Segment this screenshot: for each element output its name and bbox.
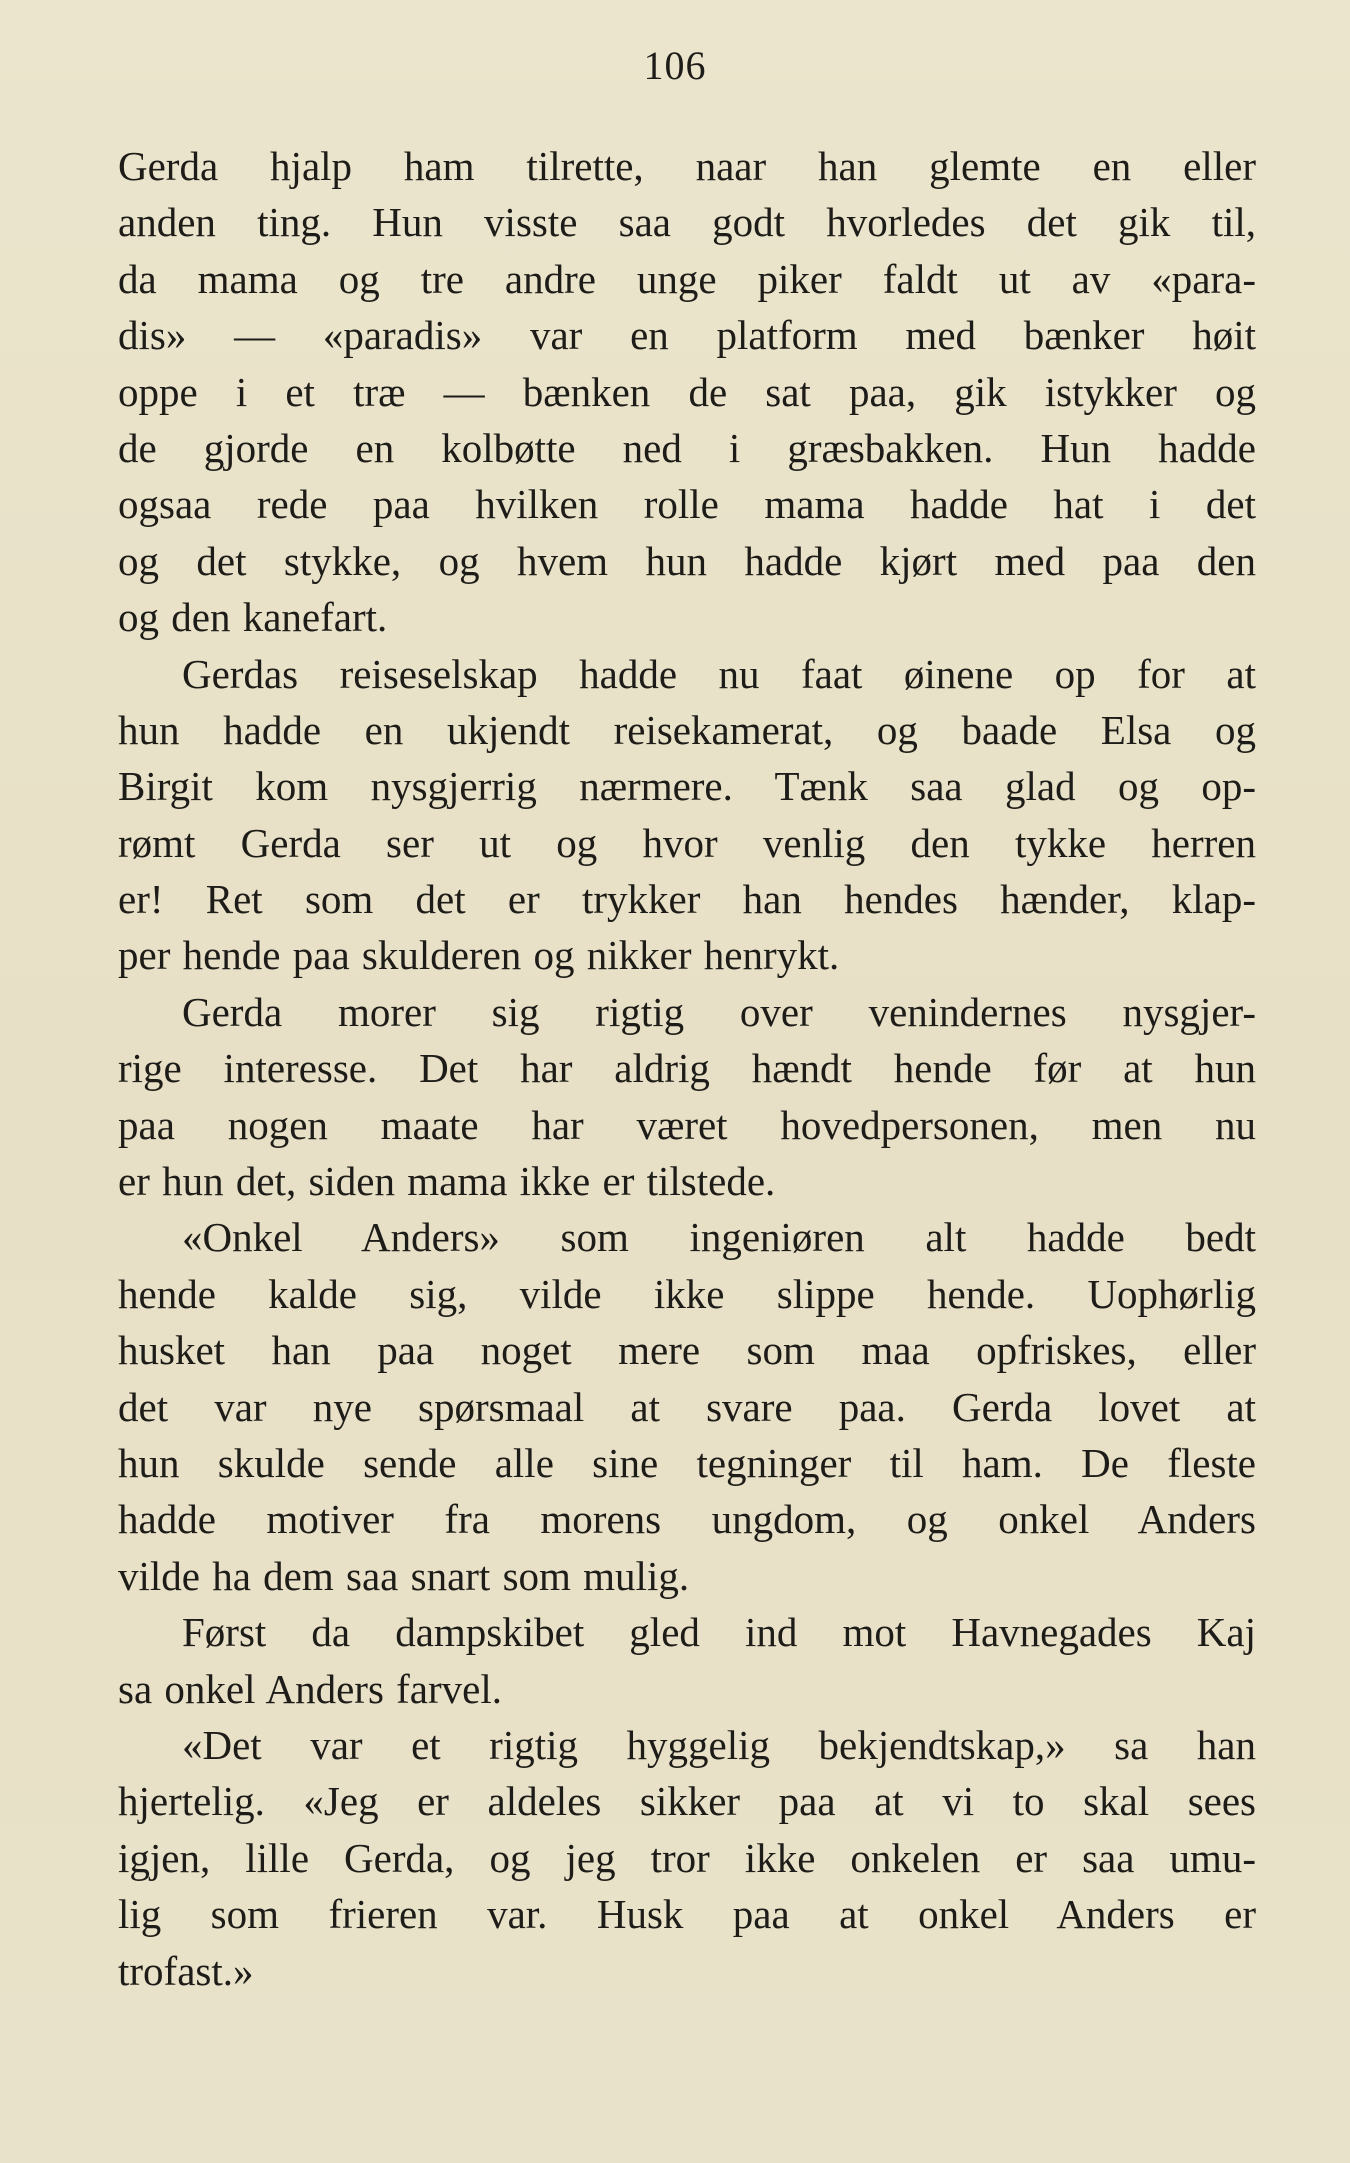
text-line: Gerda hjalp ham tilrette, naar han glemte en eller bbox=[118, 143, 1256, 189]
text-line: hun hadde en ukjendt reisekamerat, og baade Elsa og bbox=[118, 706, 1256, 753]
paragraph bbox=[118, 1604, 1256, 1717]
text-line: oppe i et træ — bænken de sat paa, gik istykker og bbox=[118, 368, 1256, 415]
body-text bbox=[118, 138, 1256, 1999]
text-line: «Det var et rigtig hyggelig bekjendtskap,» sa han bbox=[182, 1721, 1256, 1768]
text-line: rømt Gerda ser ut og hvor venlig den tykke herren bbox=[118, 819, 1256, 866]
text-line: vilde ha dem saa snart som mulig. bbox=[118, 1552, 690, 1599]
text-line: paa nogen maate har været hovedpersonen, men nu bbox=[118, 1101, 1256, 1148]
text-line: Birgit kom nysgjerrig nærmere. Tænk saa glad og op- bbox=[118, 763, 1256, 810]
text-line: anden ting. Hun visste saa godt hvorledes det gik til, bbox=[118, 199, 1256, 246]
paragraph bbox=[118, 984, 1256, 1210]
paragraph bbox=[118, 646, 1256, 984]
paragraph bbox=[118, 138, 1256, 646]
text-line: trofast.» bbox=[118, 1947, 254, 1994]
text-line: og den kanefart. bbox=[118, 594, 388, 641]
text-line: hadde motiver fra morens ungdom, og onkel Anders bbox=[118, 1496, 1256, 1543]
text-line: er! Ret som det er trykker han hendes hænder, klap- bbox=[118, 876, 1256, 923]
text-line: Gerda morer sig rigtig over venindernes nysgjer- bbox=[182, 988, 1256, 1035]
text-line: husket han paa noget mere som maa opfriskes, eller bbox=[118, 1327, 1256, 1374]
text-line: sa onkel Anders farvel. bbox=[118, 1665, 502, 1712]
text-line: og det stykke, og hvem hun hadde kjørt med paa den bbox=[118, 537, 1256, 584]
text-line: Først da dampskibet gled ind mot Havnegades Kaj bbox=[182, 1609, 1256, 1656]
paragraph bbox=[118, 1209, 1256, 1604]
text-line: «Onkel Anders» som ingeniøren alt hadde bedt bbox=[182, 1214, 1256, 1261]
text-line: rige interesse. Det har aldrig hændt hende før at hun bbox=[118, 1045, 1256, 1092]
text-line: igjen, lille Gerda, og jeg tror ikke onkelen er saa umu- bbox=[118, 1834, 1256, 1881]
text-line: de gjorde en kolbøtte ned i græsbakken. Hun hadde bbox=[118, 424, 1256, 471]
page-number: 106 bbox=[643, 43, 707, 88]
text-line: Gerdas reiseselskap hadde nu faat øinene op for at bbox=[182, 650, 1256, 697]
paragraph bbox=[118, 1717, 1256, 1999]
text-line: hun skulde sende alle sine tegninger til ham. De fleste bbox=[118, 1439, 1256, 1486]
text-line: dis» — «paradis» var en platform med bænker høit bbox=[118, 312, 1256, 359]
text-line: det var nye spørsmaal at svare paa. Gerda lovet at bbox=[118, 1383, 1256, 1430]
text-line: er hun det, siden mama ikke er tilstede. bbox=[118, 1158, 776, 1205]
text-line: lig som frieren var. Husk paa at onkel Anders er bbox=[118, 1891, 1256, 1938]
text-line: hende kalde sig, vilde ikke slippe hende. Uophørlig bbox=[118, 1270, 1256, 1317]
text-line: hjertelig. «Jeg er aldeles sikker paa at vi to skal sees bbox=[118, 1778, 1256, 1825]
text-line: per hende paa skulderen og nikker henrykt. bbox=[118, 932, 840, 979]
text-line: ogsaa rede paa hvilken rolle mama hadde hat i det bbox=[118, 481, 1256, 528]
text-line: da mama og tre andre unge piker faldt ut av «para- bbox=[118, 255, 1256, 302]
